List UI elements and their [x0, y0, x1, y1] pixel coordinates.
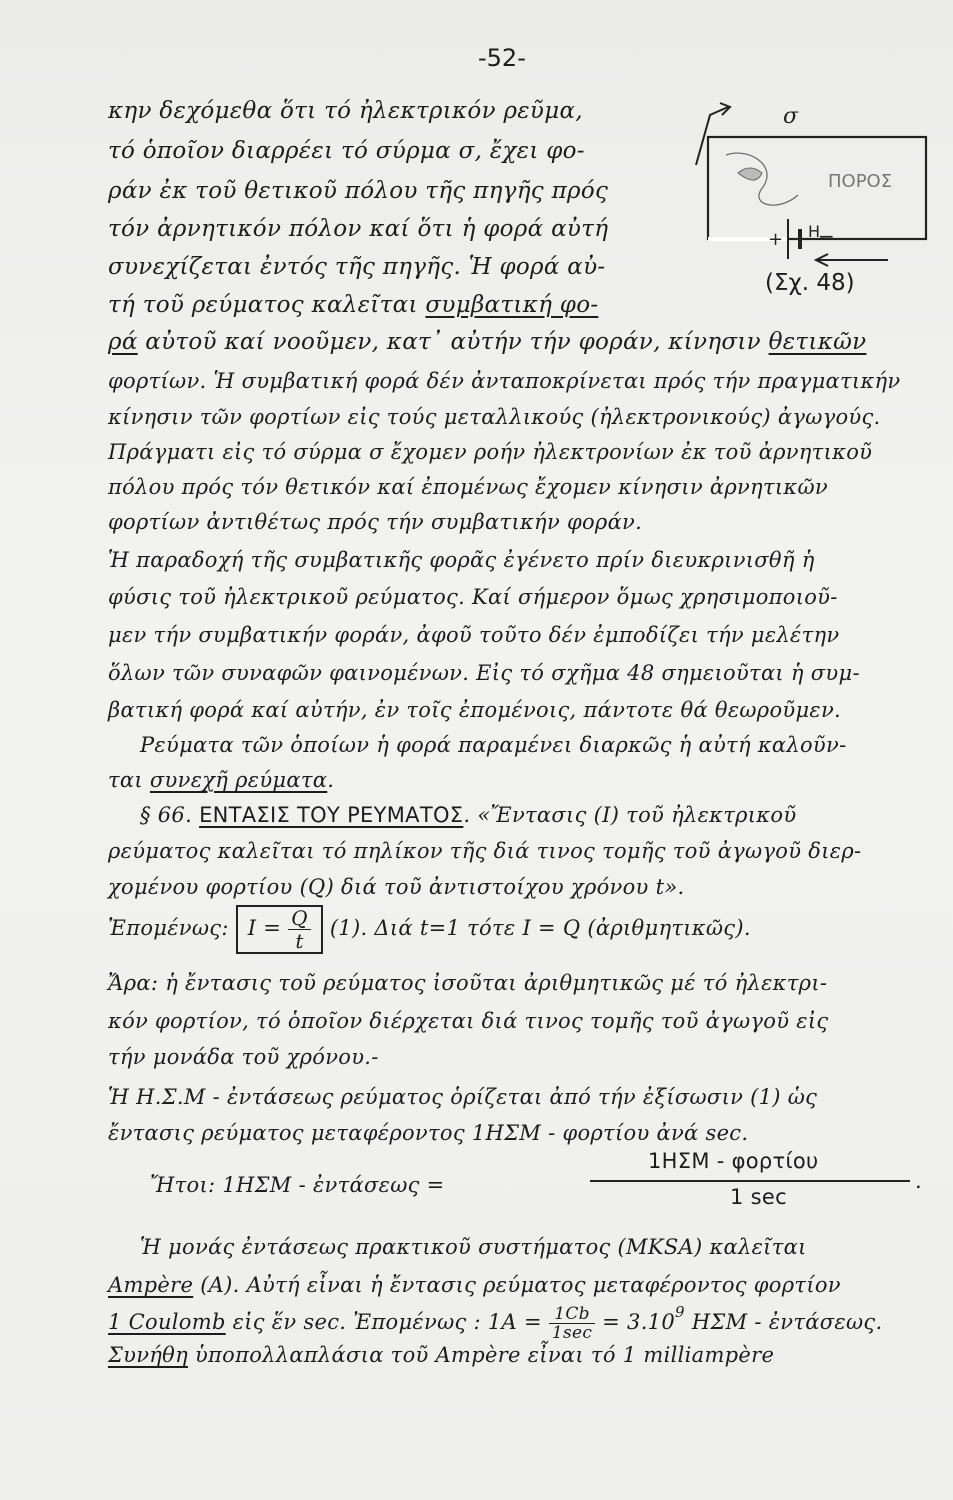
text-line: τό ὁποῖον διαρρέει τό σύρμα σ, ἔχει φο- [108, 138, 585, 164]
page-number: -52- [478, 44, 526, 72]
current-formula-box: I = $\frac{Q}{t}$ [236, 905, 323, 954]
conventional-direction-term: συμβατική φο- [425, 292, 599, 318]
text-line: Συνήθη ὑποπολλαπλάσια τοῦ Ampère εἶναι τό 1 milliampère [108, 1343, 775, 1367]
text-line: βατική φορά καί αὐτήν, ἐν τοῖς ἐπομένοις, πάντοτε θά θεωροῦμεν. [108, 698, 842, 722]
text-line: Ἡ παραδοχή τῆς συμβατικῆς φορᾶς ἐγένετο πρίν διευκρινισθῆ ἡ [108, 548, 815, 572]
text-line: κίνησιν τῶν φορτίων εἰς τούς μεταλλικούς (ἠλεκτρονικούς) ἀγωγούς. [108, 405, 881, 429]
text-line: φορτίων. Ἡ συμβατική φορά δέν ἀνταποκρίνεται πρός τήν πραγματικήν [108, 369, 901, 393]
text-line: μεν τήν συμβατικήν φοράν, ἀφοῦ τοῦτο δέν ἐμποδίζει τήν μελέτην [108, 623, 840, 647]
equation-line: Ἐπομένως: I = $\frac{Q}{t}$ (1). Διά t=1 τότε I = Q (ἀριθμητικῶς). [108, 906, 751, 953]
text-line: τόν ἀρνητικόν πόλον καί ὅτι ἡ φορά αὐτή [108, 216, 609, 242]
text-line: Ἤτοι: 1ΗΣΜ - ἐντάσεως = [150, 1173, 445, 1197]
text-line: πόλου πρός τόν θετικόν καί ἐπομένως ἔχομεν κίνησιν ἀρνητικῶν [108, 475, 828, 499]
text-line: χομένου φορτίου (Q) διά τοῦ ἀντιστοίχου χρόνου t». [108, 875, 685, 899]
text-line: τή τοῦ ρεύματος καλεῖται συμβατική φο- [108, 292, 599, 318]
section-heading-line: § 66. ΕΝΤΑΣΙΣ ΤΟΥ ΡΕΥΜΑΤΟΣ. «Ἔντασις (I) τοῦ ἠλεκτρικοῦ [140, 803, 797, 827]
text-line: Ἄρα: ἡ ἔντασις τοῦ ρεύματος ἰσοῦται ἀριθμητικῶς μέ τό ἠλεκτρι- [108, 971, 828, 995]
text-line: Ἡ μονάς ἐντάσεως πρακτικοῦ συστήματος (MKSA) καλεῖται [140, 1235, 807, 1259]
text-line: Ρεύματα τῶν ὁποίων ἡ φορά παραμένει διαρκῶς ἡ αὐτή καλοῦν- [140, 733, 847, 757]
fraction-denominator: 1 sec [730, 1185, 787, 1209]
text-line: φορτίων ἀντιθέτως πρός τήν συμβατικήν φοράν. [108, 510, 643, 534]
text-line: 1 Coulomb εἰς ἕν sec. Ἐπομένως : 1A = $\frac{1Cb}{1\sec}$ = $3.10^9$ ΗΣΜ - ἐντάσεως. [108, 1303, 883, 1343]
text-line: ἔντασις ρεύματος μεταφέροντος 1ΗΣΜ - φορτίου ἀνά sec. [108, 1121, 749, 1145]
fraction-numerator: 1ΗΣΜ - φορτίου [648, 1149, 819, 1173]
text-line: ὅλων τῶν συναφῶν φαινομένων. Εἰς τό σχῆμα 48 σημειοῦται ἡ συμ- [108, 661, 860, 685]
text-line: Ampère (A). Αὐτή εἶναι ἡ ἔντασις ρεύματος μεταφέροντος φορτίον [108, 1273, 841, 1297]
sigma-label: σ [783, 104, 799, 129]
ampere-term: Ampère [108, 1273, 194, 1297]
text-line: ρεύματος καλεῖται τό πηλίκον τῆς διά τινος τομῆς τοῦ ἀγωγοῦ διερ- [108, 839, 862, 863]
text-line: . [915, 1169, 922, 1193]
text-line: Πράγματι εἰς τό σύρμα σ ἔχομεν ροήν ἠλεκτρονίων ἐκ τοῦ ἀρνητικοῦ [108, 440, 873, 464]
direct-currents-term: συνεχῆ ρεύματα [149, 768, 328, 792]
text-line: συνεχίζεται ἐντός τῆς πηγῆς. Ἡ φορά αὐ- [108, 254, 606, 280]
text-line: Ἡ Η.Σ.Μ - ἐντάσεως ρεύματος ὁρίζεται ἀπό τήν ἐξίσωσιν (1) ὡς [108, 1085, 818, 1109]
poros-label: ΠΟΡΟΣ [828, 171, 893, 192]
section-title: ΕΝΤΑΣΙΣ ΤΟΥ ΡΕΥΜΑΤΟΣ [199, 803, 464, 827]
flame-sketch [726, 153, 798, 205]
text-line: τήν μονάδα τοῦ χρόνου.- [108, 1045, 379, 1069]
H-label: Η [808, 222, 821, 241]
text-line: κόν φορτίον, τό ὁποῖον διέρχεται διά τινος τομῆς τοῦ ἀγωγοῦ εἰς [108, 1009, 829, 1033]
positive-charges-term: θετικῶν [768, 329, 867, 355]
text-line: ράν ἐκ τοῦ θετικοῦ πόλου τῆς πηγῆς πρός [108, 178, 609, 204]
bird-sketch [738, 168, 762, 180]
text-line: ται συνεχῆ ρεύματα. [108, 768, 335, 792]
text-line: ρά αὐτοῦ καί νοοῦμεν, κατ᾽ αὐτήν τήν φοράν, κίνησιν θετικῶν [108, 329, 867, 355]
text-line: φύσις τοῦ ἠλεκτρικοῦ ρεύματος. Καί σήμερον ὅμως χρησιμοποιοῦ- [108, 585, 838, 609]
text-line: κην δεχόμεθα ὅτι τό ἠλεκτρικόν ρεῦμα, [108, 98, 583, 124]
plus-label: + [768, 229, 784, 250]
minus-label: − [818, 224, 835, 248]
figure-caption: (Σχ. 48) [765, 270, 855, 296]
